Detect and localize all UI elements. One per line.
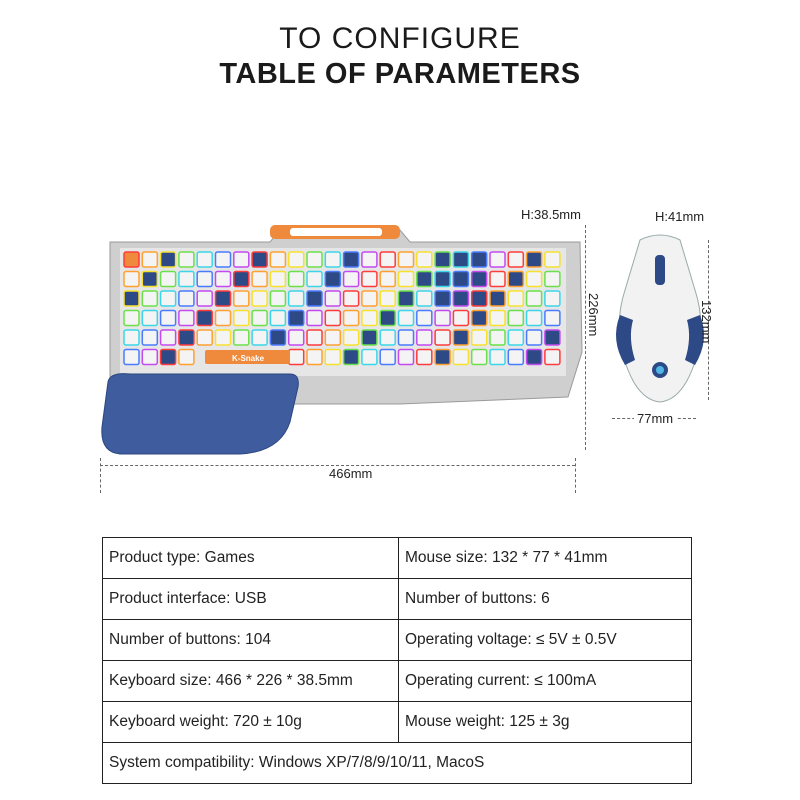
keycap — [270, 291, 285, 306]
keycap — [142, 272, 157, 287]
table-row — [103, 702, 692, 743]
keycap — [142, 311, 157, 326]
table-cell: Number of buttons: 6 — [399, 579, 692, 620]
keycap — [234, 311, 249, 326]
keycap — [453, 311, 468, 326]
keycap — [289, 350, 304, 365]
keycap — [325, 311, 340, 326]
table-row — [103, 538, 692, 579]
keycap — [490, 291, 505, 306]
keycap — [362, 350, 377, 365]
keycap — [270, 252, 285, 267]
keycap — [417, 272, 432, 287]
keycap — [417, 311, 432, 326]
keycap — [234, 330, 249, 345]
keycap — [472, 311, 487, 326]
keycap — [142, 252, 157, 267]
keycap — [270, 272, 285, 287]
keycap — [362, 311, 377, 326]
keycap — [344, 311, 359, 326]
keycap — [216, 330, 231, 345]
keycap — [216, 252, 231, 267]
keycap — [252, 291, 267, 306]
keycap — [289, 311, 304, 326]
keycap — [179, 311, 194, 326]
keycap — [508, 311, 523, 326]
keycap — [380, 291, 395, 306]
keycap — [453, 291, 468, 306]
keycap — [380, 272, 395, 287]
page-title-line1: TO CONFIGURE — [279, 22, 521, 55]
keycap — [234, 252, 249, 267]
table-cell: Mouse weight: 125 ± 3g — [399, 702, 692, 743]
keycap — [435, 311, 450, 326]
keycap — [325, 350, 340, 365]
keycap — [124, 291, 139, 306]
mouse-wheel — [655, 255, 665, 285]
keycap — [435, 330, 450, 345]
keycap — [508, 291, 523, 306]
keycap — [325, 330, 340, 345]
keycap — [527, 272, 542, 287]
keycap — [234, 291, 249, 306]
keycap — [344, 291, 359, 306]
keyboard-width-tick-right — [575, 458, 576, 493]
table-cell: Number of buttons: 104 — [103, 620, 399, 661]
table-row — [103, 661, 692, 702]
keycap — [490, 311, 505, 326]
table-cell: Operating current: ≤ 100mA — [399, 661, 692, 702]
keycap — [307, 272, 322, 287]
table-cell: Product interface: USB — [103, 579, 399, 620]
keycap — [216, 291, 231, 306]
keycap — [161, 272, 176, 287]
keycap — [490, 272, 505, 287]
keycap — [508, 330, 523, 345]
keycap — [307, 252, 322, 267]
mouse-length-label: 132mm — [699, 300, 714, 344]
keycap — [545, 330, 560, 345]
table-cell: Keyboard weight: 720 ± 10g — [103, 702, 399, 743]
keycap — [325, 272, 340, 287]
keycap — [307, 291, 322, 306]
table-row — [103, 620, 692, 661]
keyboard-width-tick-left — [100, 458, 101, 493]
keycap — [417, 330, 432, 345]
keycap — [362, 291, 377, 306]
keycap — [490, 252, 505, 267]
keycap — [399, 272, 414, 287]
keycap — [197, 311, 212, 326]
keyboard-logo: K-Snake — [232, 354, 265, 363]
keycap — [527, 311, 542, 326]
keycap — [179, 350, 194, 365]
keycap — [197, 272, 212, 287]
keycap — [545, 350, 560, 365]
keyboard-width-label: 466mm — [326, 466, 375, 481]
keycap — [289, 291, 304, 306]
keycap — [344, 272, 359, 287]
keycap — [472, 272, 487, 287]
table-row-full — [103, 743, 692, 784]
parameters-table — [102, 537, 692, 784]
keycap — [289, 330, 304, 345]
mouse-height-label: H:41mm — [655, 209, 705, 224]
keycap — [307, 330, 322, 345]
keycap — [399, 330, 414, 345]
keycap — [344, 330, 359, 345]
keycap — [380, 311, 395, 326]
keycap — [472, 350, 487, 365]
keycap — [252, 252, 267, 267]
keycap — [527, 252, 542, 267]
keycap — [307, 350, 322, 365]
keycap — [490, 330, 505, 345]
keycap — [435, 272, 450, 287]
table-cell: Operating voltage: ≤ 5V ± 0.5V — [399, 620, 692, 661]
keycap — [435, 291, 450, 306]
table-cell: Mouse size: 132 * 77 * 41mm — [399, 538, 692, 579]
keycap — [508, 252, 523, 267]
table-row — [103, 579, 692, 620]
keycap — [453, 252, 468, 267]
keycap — [216, 272, 231, 287]
keycap — [197, 330, 212, 345]
keycap — [161, 291, 176, 306]
keycap — [472, 291, 487, 306]
keycap — [325, 252, 340, 267]
keyboard-depth-label: 226mm — [586, 293, 601, 337]
keycap — [124, 272, 139, 287]
keycap — [161, 311, 176, 326]
keyboard-depth-line — [585, 225, 586, 450]
keycap — [307, 311, 322, 326]
keycap — [399, 252, 414, 267]
keycap — [545, 252, 560, 267]
keycap — [362, 272, 377, 287]
keycap — [435, 350, 450, 365]
keycap — [234, 272, 249, 287]
keycap — [179, 272, 194, 287]
keycap — [508, 272, 523, 287]
keycap — [142, 350, 157, 365]
keycap — [161, 330, 176, 345]
keycap — [527, 291, 542, 306]
keycap — [545, 311, 560, 326]
keycap — [362, 330, 377, 345]
keycap — [435, 252, 450, 267]
keycap — [142, 291, 157, 306]
keycap — [453, 272, 468, 287]
keycap — [380, 330, 395, 345]
keyboard-drawing — [100, 222, 585, 462]
table-cell: Product type: Games — [103, 538, 399, 579]
keycap — [252, 311, 267, 326]
keycap — [197, 291, 212, 306]
keycap — [417, 291, 432, 306]
keyboard-height-label: H:38.5mm — [521, 207, 581, 222]
keycap — [417, 350, 432, 365]
keycap — [472, 252, 487, 267]
keycap — [399, 350, 414, 365]
wrist-rest — [102, 374, 299, 454]
keycap — [179, 330, 194, 345]
keycap — [399, 311, 414, 326]
table-cell: Keyboard size: 466 * 226 * 38.5mm — [103, 661, 399, 702]
keycap — [545, 272, 560, 287]
keycap — [161, 252, 176, 267]
keyboard-illustration — [100, 222, 585, 462]
mouse-width-label: 77mm — [634, 411, 676, 426]
keycap — [325, 291, 340, 306]
keycap — [344, 350, 359, 365]
keycap — [252, 272, 267, 287]
keycap — [380, 252, 395, 267]
keycap — [399, 291, 414, 306]
keycap — [344, 252, 359, 267]
keycap — [197, 252, 212, 267]
keycap — [124, 252, 139, 267]
keycap — [179, 291, 194, 306]
keycap — [270, 311, 285, 326]
keycap — [453, 350, 468, 365]
keycap — [545, 291, 560, 306]
keycap — [453, 330, 468, 345]
keycap — [124, 350, 139, 365]
keycap — [508, 350, 523, 365]
keycap — [362, 252, 377, 267]
page-title-line2: TABLE OF PARAMETERS — [219, 58, 581, 90]
keycap — [289, 272, 304, 287]
keycap — [380, 350, 395, 365]
keycap — [417, 252, 432, 267]
keycap — [472, 330, 487, 345]
keycap — [161, 350, 176, 365]
keycap — [124, 330, 139, 345]
keycap — [527, 330, 542, 345]
keycap — [142, 330, 157, 345]
keycap — [216, 311, 231, 326]
keycap — [527, 350, 542, 365]
keycap — [270, 330, 285, 345]
keycap — [289, 252, 304, 267]
keycap — [179, 252, 194, 267]
table-cell: System compatibility: Windows XP/7/8/9/10/11, MacoS — [103, 743, 692, 784]
keycap — [252, 330, 267, 345]
keycap — [124, 311, 139, 326]
keycap — [490, 350, 505, 365]
